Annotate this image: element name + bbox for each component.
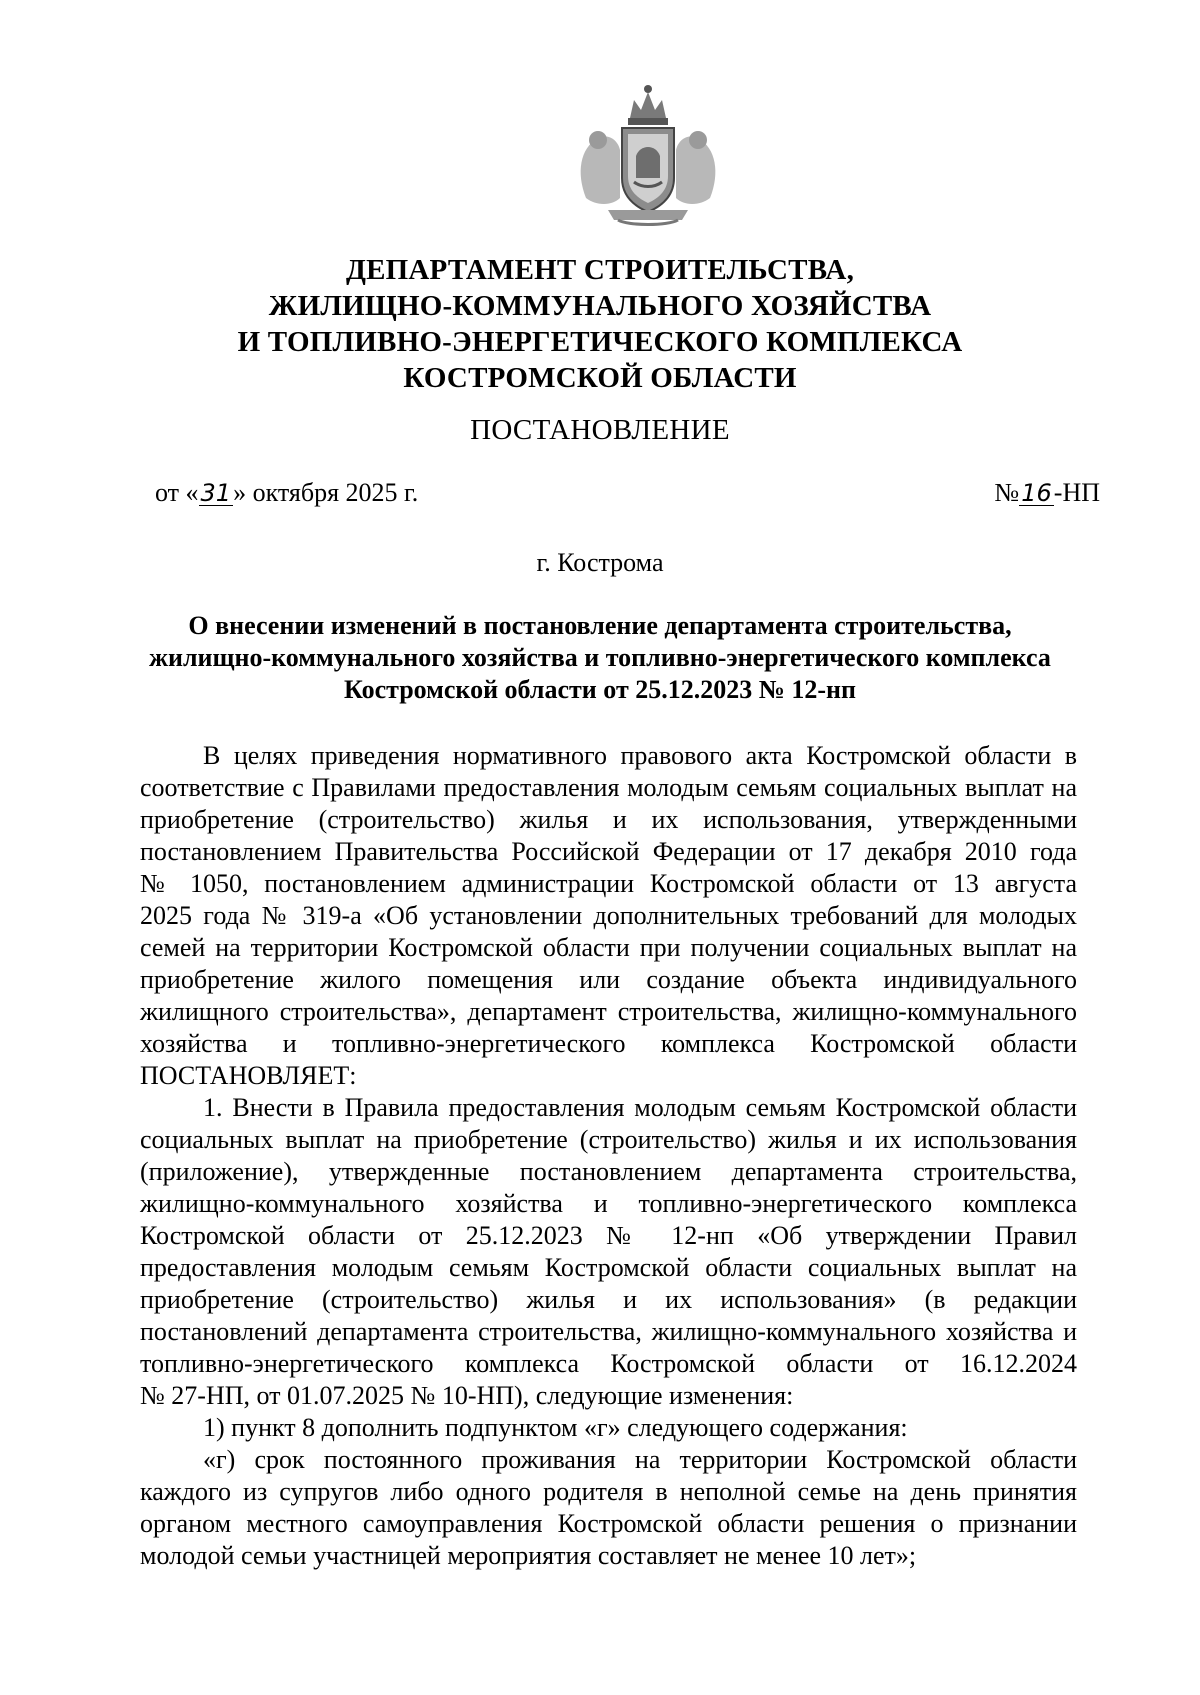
body-line: предоставления молодым семьям Костромской области социальных выплат на (140, 1253, 1077, 1282)
body-line: 2025 года № 319-а «Об установлении дополнительных требований для молодых (140, 901, 1077, 930)
body-line: жилищного строительства», департамент строительства, жилищно-коммунального (140, 997, 1077, 1026)
body-line: 1. Внести в Правила предоставления молодым семьям Костромской области (203, 1093, 1077, 1122)
body-line: приобретение (строительство) жилья и их использования, утвержденными (140, 805, 1077, 834)
date-prefix: от « (155, 478, 199, 507)
body-line: ПОСТАНОВЛЯЕТ: (140, 1061, 357, 1090)
body-line: постановлений департамента строительства, жилищно-коммунального хозяйства и (140, 1317, 1077, 1346)
body-line: приобретение (строительство) жилья и их использования» (в редакции (140, 1285, 1077, 1314)
organization-line: ДЕПАРТАМЕНТ СТРОИТЕЛЬСТВА, (345, 254, 855, 286)
organization-line: КОСТРОМСКОЙ ОБЛАСТИ (403, 362, 797, 394)
body-line: № 1050, постановлением администрации Костромской области от 13 августа (140, 869, 1077, 898)
body-line: хозяйства и топливно-энергетического комплекса Костромской области (140, 1029, 1077, 1058)
body-line: (приложение), утвержденные постановлением департамента строительства, (140, 1157, 1077, 1186)
body-line: молодой семьи участницей мероприятия составляет не менее 10 лет»; (140, 1541, 917, 1570)
body-line: каждого из супругов либо одного родителя в неполной семье на день принятия (140, 1477, 1077, 1506)
number-suffix: -НП (1053, 478, 1100, 507)
body-line: № 27-НП, от 01.07.2025 № 10-НП), следующие изменения: (140, 1381, 794, 1410)
document-body (140, 740, 1077, 1572)
subject-line: Костромской области от 25.12.2023 № 12-нп (344, 675, 856, 704)
body-line: В целях приведения нормативного правового акта Костромской области в (203, 741, 1077, 770)
document-number (994, 478, 1100, 508)
body-line: органом местного самоуправления Костромской области решения о признании (140, 1509, 1077, 1538)
subject-line: О внесении изменений в постановление департамента строительства, (188, 611, 1012, 640)
body-line: семей на территории Костромской области при получении социальных выплат на (140, 933, 1077, 962)
organization-line: И ТОПЛИВНО-ЭНЕРГЕТИЧЕСКОГО КОМПЛЕКСА (237, 326, 963, 358)
body-line: соответствие с Правилами предоставления молодым семьям социальных выплат на (140, 773, 1077, 802)
document-subject (120, 610, 1080, 706)
body-line: приобретение жилого помещения или создание объекта индивидуального (140, 965, 1077, 994)
body-line: топливно-энергетического комплекса Костромской области от 16.12.2024 (140, 1349, 1077, 1378)
document-type: ПОСТАНОВЛЕНИЕ (470, 414, 730, 446)
date-day-handwritten: 31 (200, 479, 232, 507)
date-suffix: » октября 2025 г. (233, 478, 419, 507)
city: г. Кострома (536, 548, 664, 577)
number-prefix: № (994, 478, 1020, 507)
coat-of-arms-emblem (568, 78, 728, 228)
number-value-handwritten: 16 (1021, 479, 1052, 507)
body-line: социальных выплат на приобретение (строительство) жилья и их использования (140, 1125, 1077, 1154)
organization-name (150, 252, 1050, 396)
body-line: постановлением Правительства Российской Федерации от 17 декабря 2010 года (140, 837, 1077, 866)
organization-line: ЖИЛИЩНО-КОММУНАЛЬНОГО ХОЗЯЙСТВА (268, 290, 932, 322)
body-line: «г) срок постоянного проживания на территории Костромской области (203, 1445, 1077, 1474)
document-date (155, 478, 418, 508)
body-line: Костромской области от 25.12.2023 № 12-нп «Об утверждении Правил (140, 1221, 1077, 1250)
body-line: 1) пункт 8 дополнить подпунктом «г» следующего содержания: (203, 1413, 908, 1442)
body-line: жилищно-коммунального хозяйства и топливно-энергетического комплекса (140, 1189, 1077, 1218)
subject-line: жилищно-коммунального хозяйства и топливно-энергетического комплекса (149, 643, 1051, 672)
